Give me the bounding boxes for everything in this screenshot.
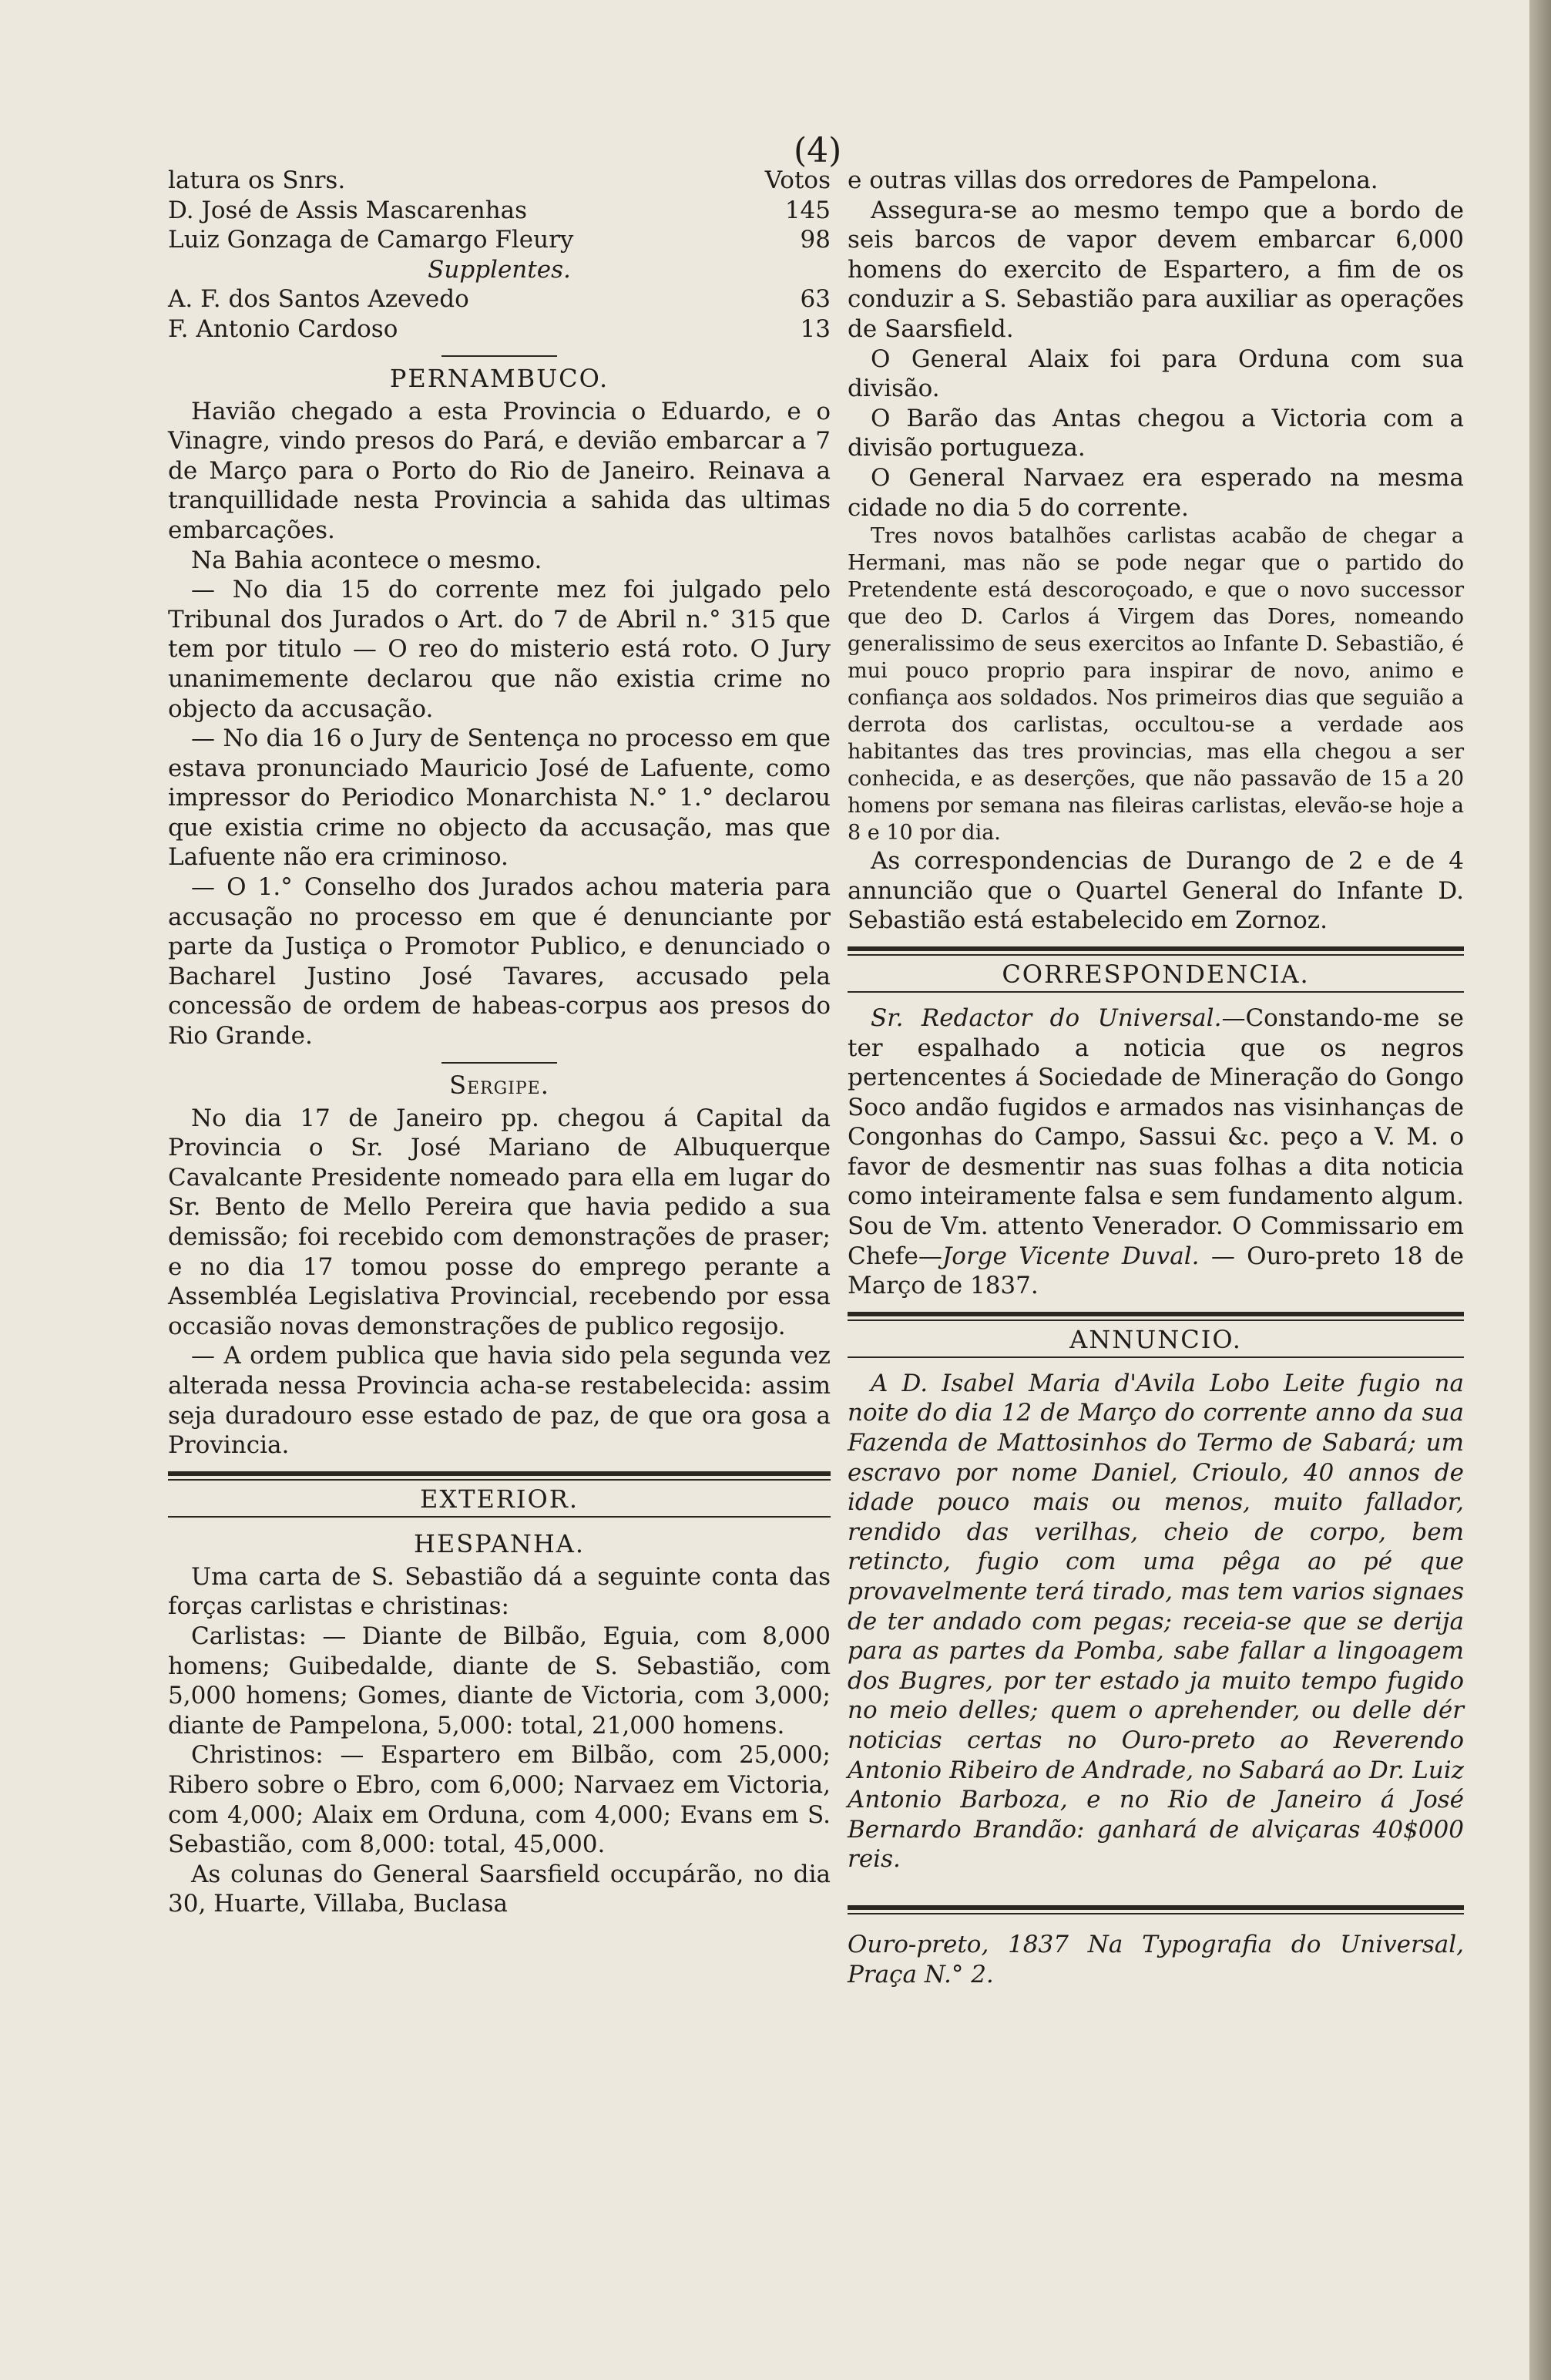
article-paragraph: Carlistas: — Diante de Bilbão, Eguia, com 8,000 homens; Guibedalde, diante de S. Sebastião, com 5,000 homens; Gomes, diante de Victoria, com 3,000; diante de Pampelona, 5,000: total, 21,000 homens. bbox=[168, 1622, 831, 1740]
article-paragraph: e outras villas dos orredores de Pampelona. bbox=[848, 166, 1378, 194]
section-rule bbox=[848, 946, 1464, 956]
annuncio-heading: ANNUNCIO. bbox=[848, 1324, 1464, 1358]
vote-count: 63 bbox=[800, 285, 831, 314]
vote-name: F. Antonio Cardoso bbox=[168, 314, 398, 343]
votes-header bbox=[168, 166, 831, 196]
article-paragraph: Assegura-se ao mesmo tempo que a bordo de seis barcos de vapor devem embarcar 6,000 homens do exercito de Espartero, a fim de os conduzir a S. Sebastião para auxiliar as operações de Saarsfield. bbox=[848, 196, 1464, 343]
letter-salutation: Sr. Redactor do Universal. bbox=[871, 1003, 1222, 1032]
letter-signature: Jorge Vicente Duval. bbox=[942, 1242, 1200, 1270]
vote-count: 145 bbox=[784, 196, 831, 224]
article-paragraph: O Barão das Antas chegou a Victoria com a divisão portugueza. bbox=[848, 404, 1464, 462]
sergipe-heading: Sergipe. bbox=[449, 1070, 549, 1100]
vote-name: D. José de Assis Mascarenhas bbox=[168, 196, 528, 224]
letter-closing: — Ouro-preto 18 de Março de 1837. bbox=[848, 1242, 1464, 1300]
section-rule bbox=[168, 1471, 831, 1481]
article-paragraph: — No dia 16 o Jury de Sentença no processo em que estava pronunciado Mauricio José de Lafuente, como impressor do Periodico Monarchista N.° 1.° declarou que existia crime no objecto da accusação, mas que Lafuente não era criminoso. bbox=[168, 724, 831, 872]
page-number: (4) bbox=[794, 131, 842, 170]
left-column bbox=[168, 166, 831, 1919]
right-column bbox=[848, 166, 1464, 1989]
vote-name: Luiz Gonzaga de Camargo Fleury bbox=[168, 226, 574, 254]
article-paragraph: O General Alaix foi para Orduna com sua divisão. bbox=[848, 345, 1464, 403]
section-divider bbox=[441, 355, 557, 357]
vote-row bbox=[168, 284, 831, 314]
article-paragraph: Uma carta de S. Sebastião dá a seguinte conta das forças carlistas e christinas: bbox=[168, 1562, 831, 1621]
vote-count: 98 bbox=[800, 226, 831, 254]
vote-count: 13 bbox=[800, 314, 831, 343]
article-paragraph: Na Bahia acontece o mesmo. bbox=[191, 546, 542, 574]
imprint: Ouro-preto, 1837 Na Typografia do Universal, Praça N.° 2. bbox=[848, 1930, 1464, 1988]
section-divider bbox=[441, 1062, 557, 1064]
votes-header-votes: Votos bbox=[764, 166, 831, 194]
hespanha-heading: HESPANHA. bbox=[413, 1528, 586, 1558]
vote-name: A. F. dos Santos Azevedo bbox=[168, 285, 469, 314]
book-spine-edge bbox=[1529, 0, 1551, 2380]
article-paragraph: Christinos: — Espartero em Bilbão, com 25,000; Ribero sobre o Ebro, com 6,000; Narvaez em Victoria, com 4,000; Alaix em Orduna, com 4,000; Evans em S. Sebastião, com 8,000: total, 45,000. bbox=[168, 1741, 831, 1859]
votes-header-label: latura os Snrs. bbox=[168, 166, 346, 194]
annuncio-text: A D. Isabel Maria d'Avila Lobo Leite fugio na noite do dia 12 de Março do corrente anno da sua Fazenda de Mattosinhos do Termo de Sabará; um escravo por nome Daniel, Crioulo, 40 annos de idade pouco mais ou menos, muito fallador, rendido das verilhas, cheio de corpo, bem retincto, fugio com uma pêga ao pé que provavelmente terá tirado, mas tem varios signaes de ter andado com pegas; receia-se que se derija para as partes da Pomba, sabe fallar a lingoagem dos Bugres, por ter estado ja muito tempo fugido no meio delles; quem o aprehender, ou delle dér noticias certas no Ouro-preto ao Reverendo Antonio Ribeiro de Andrade, no Sabará ao Dr. Luiz Antonio Barboza, e no Rio de Janeiro á José Bernardo Brandão: ganhará de alviçaras 40$000 reis. bbox=[848, 1369, 1464, 1874]
article-paragraph: Tres novos batalhões carlistas acabão de chegar a Hermani, mas não se pode negar que o partido do Pretendente está descoroçoado, e que o novo successor que deo D. Carlos á Virgem das Dores, nomeando generalissimo de seus exercitos ao Infante D. Sebastião, é mui pouco proprio para inspirar de novo, animo e confiança aos soldados. Nos primeiros dias que seguião a derrota dos carlistas, occultou-se a verdade aos habitantes das tres provincias, mas ella chegou a ser conhecida, e as deserções, que não passavão de 15 a 20 homens por semana nas fileiras carlistas, elevão-se hoje a 8 e 10 por dia. bbox=[848, 524, 1464, 845]
vote-row bbox=[168, 196, 831, 226]
exterior-heading: EXTERIOR. bbox=[168, 1484, 831, 1518]
letter-body: —Constando-me se ter espalhado a noticia que os negros pertencentes á Sociedade de Mineração do Gongo Soco andão fugidos e armados nas visinhanças de Congonhas do Campo, Sassui &c. peço a V. M. o favor de desmentir nas suas folhas a dita noticia como inteiramente falsa e sem fundamento algum. Sou de Vm. attento Venerador. O Commissario em Chefe— bbox=[848, 1003, 1464, 1270]
article-paragraph: — O 1.° Conselho dos Jurados achou materia para accusação no processo em que é denunciante por parte da Justiça o Promotor Publico, e denunciado o Bacharel Justino José Tavares, accusado pela concessão de ordem de habeas-corpus aos presos do Rio Grande. bbox=[168, 873, 831, 1050]
article-paragraph: As correspondencias de Durango de 2 e de 4 annuncião que o Quartel General do Infante D. Sebastião está estabelecido em Zornoz. bbox=[848, 847, 1464, 935]
correspondencia-heading: CORRESPONDENCIA. bbox=[848, 959, 1464, 993]
section-rule bbox=[848, 1312, 1464, 1321]
article-paragraph: Havião chegado a esta Provincia o Eduardo, e o Vinagre, vindo presos do Pará, e devião embarcar a 7 de Março para o Porto do Rio de Janeiro. Reinava a tranquillidade nesta Provincia a sahida das ultimas embarcações. bbox=[168, 397, 831, 544]
correspondencia-letter bbox=[848, 1003, 1464, 1301]
article-paragraph: O General Narvaez era esperado na mesma cidade no dia 5 do corrente. bbox=[848, 463, 1464, 522]
pernambuco-heading: PERNAMBUCO. bbox=[389, 363, 609, 393]
article-paragraph: As colunas do General Saarsfield occupárão, no dia 30, Huarte, Villaba, Buclasa bbox=[168, 1860, 831, 1918]
supplentes-label: Supplentes. bbox=[428, 255, 571, 284]
vote-row bbox=[168, 225, 831, 255]
vote-row bbox=[168, 314, 831, 345]
article-paragraph: No dia 17 de Janeiro pp. chegou á Capital da Provincia o Sr. José Mariano de Albuquerque Cavalcante Presidente nomeado para ella em lugar do Sr. Bento de Mello Pereira que havia pedido a sua demissão; foi recebido com demonstrações de praser; e no dia 17 tomou posse do emprego perante a Assembléa Legislativa Provincial, recebendo por essa occasião novas demonstrações de publico regosijo. bbox=[168, 1104, 831, 1340]
article-paragraph: — No dia 15 do corrente mez foi julgado pelo Tribunal dos Jurados o Art. do 7 de Abril n.° 315 que tem por titulo — O reo do misterio está roto. O Jury unanimemente declarou que não existia crime no objecto da accusação. bbox=[168, 576, 831, 723]
section-rule bbox=[848, 1905, 1464, 1914]
article-paragraph: — A ordem publica que havia sido pela segunda vez alterada nessa Provincia acha-se restabelecida: assim seja duradouro esse estado de paz, de que ora gosa a Provincia. bbox=[168, 1342, 831, 1460]
